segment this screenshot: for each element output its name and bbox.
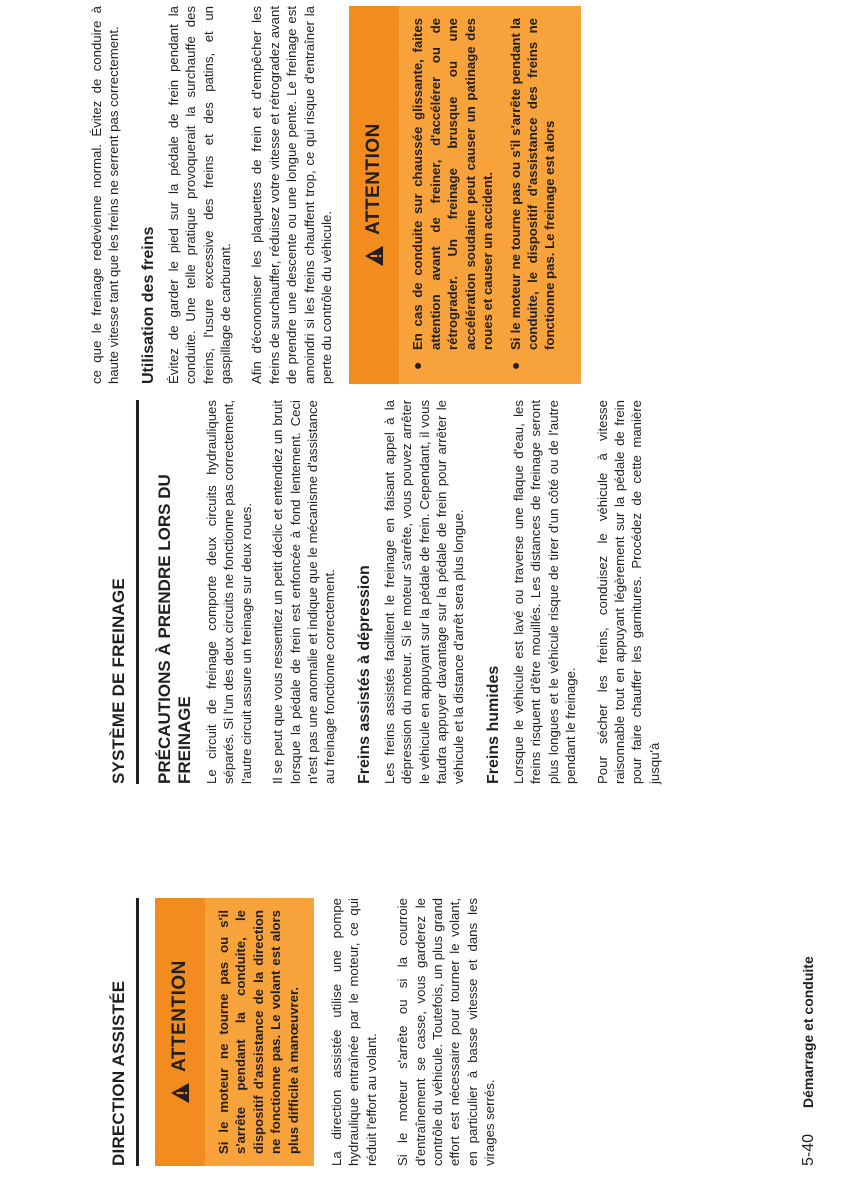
section-title-braking-system: SYSTÈME DE FREINAGE [108,400,139,784]
paragraph: Évitez de garder le pied sur la pédale de frein pendant la conduite. Une telle pratique provoquerait la surchauffe des freins, l'usure excessive des freins et des patins, et un gaspillage de carburant. [165,6,234,384]
heading-wet-brakes: Freins humides [484,665,502,784]
warning-title: ATTENTION [169,960,190,1072]
paragraph: Il se peut que vous ressentiez un petit déclic et entendiez un bruit lorsque la pédale de frein est enfoncée à fond lentement. Ceci n'est pas une anomalie et indique que le mécanisme d'assistance au freinage fonctionne correctement. [270,400,338,784]
page-footer [800,956,822,1166]
heading-brake-usage: Utilisation des freins [139,226,157,384]
column-power-steering [88,898,513,1166]
heading-vacuum-assisted-brakes: Freins assistés à dépression [355,565,373,784]
warning-header [349,6,399,384]
paragraph: Si le moteur s'arrête ou si la courroie d'entraînement se casse, vous garderez le contrôle du véhicule. Toutefois, un plus grand effort est nécessaire pour tourner le volant, en particulier à basse vitesse et dans les virages serrés. [395,898,498,1166]
warning-header [155,898,205,1166]
warning-list-item [409,18,496,372]
paragraph: Les freins assistés facilitent le freinage en faisant appel à la dépression du moteur. Si le moteur s'arrête, vous pouvez arrêter le véhicule en appuyant sur la pédale de frein. Cependant, il vous faudra appuyer davantage sur la pédale de frein pour arrêter le véhicule et la distance d'arrêt sera plus longue. [381,400,467,784]
page-number: 5-40 [800,1133,817,1166]
section-title-power-steering: DIRECTION ASSISTÉE [108,898,139,1166]
paragraph: Lorsque le véhicule est lavé ou traverse une flaque d'eau, les freins risquent d'être mouillés. Les distances de freinage seront plus longues et le véhicule risque de tirer d'un côté ou de l'autre pendant le freinage. [510,400,579,784]
warning-triangle-icon [170,1082,190,1104]
warning-item-text: Si le moteur ne tourne pas ou s'il s'arrête pendant la conduite, le dispositif d'assistance des freins ne fonctionne pas. Le freinage est alors [507,18,558,350]
column-brake-usage [88,6,595,384]
paragraph: Le circuit de freinage comporte deux circuits hydrauliques séparés. Si l'un des deux circuits ne fonctionne pas correctement, l'autre circuit assure un freinage sur deux roues. [204,400,254,784]
paragraph: Pour sécher les freins, conduisez le véhicule à vitesse raisonnable tout en appuyant légèrement sur la pédale de frein pour faire chauffer les garnitures. Procédez de cette manière jusqu'à [594,400,662,784]
warning-title: ATTENTION [363,123,385,235]
warning-item-text: En cas de conduite sur chaussée glissante, faites attention avant de freiner, d'accélérer ou de rétrograder. Un freinage brusque ou une accélération soudaine peut causer un patinage des roues et causer un accident. [410,18,496,350]
bullet-icon: ● [506,361,523,370]
warning-box-brakes [349,6,580,384]
warning-box-steering [155,898,314,1166]
warning-list-item [507,18,559,372]
heading-braking-precautions: PRÉCAUTIONS À PRENDRE LORS DU FREINAGE [155,474,194,784]
paragraph: Afin d'économiser les plaquettes de frein et d'empêcher les freins de surchauffer, réduisez votre vitesse et rétrogradez avant de prendre une descente ou une longue pente. Le freinage est amoindri si les freins chauffent trop, ce qui risque d'entraîner la perte du contrôle du véhicule. [249,6,335,384]
warning-triangle-icon [364,245,384,267]
column-braking-system [88,400,677,784]
bullet-icon: ● [409,361,426,370]
warning-list [399,6,580,384]
paragraph: La direction assistée utilise une pompe hydraulique entraînée par le moteur, ce qui réduit l'effort au volant. [329,898,379,1166]
chapter-title: Démarrage et conduite [800,956,816,1108]
paragraph: ce que le freinage redevienne normal. Évitez de conduire à haute vitesse tant que les freins ne serrent pas correctement. [89,6,122,384]
warning-text: Si le moteur ne tourne pas ou s'il s'arrête pendant la conduite, le dispositif d'assistance de la direction ne fonctionne pas. Le volant est alors plus difficile à manœuvrer. [216,910,301,1154]
